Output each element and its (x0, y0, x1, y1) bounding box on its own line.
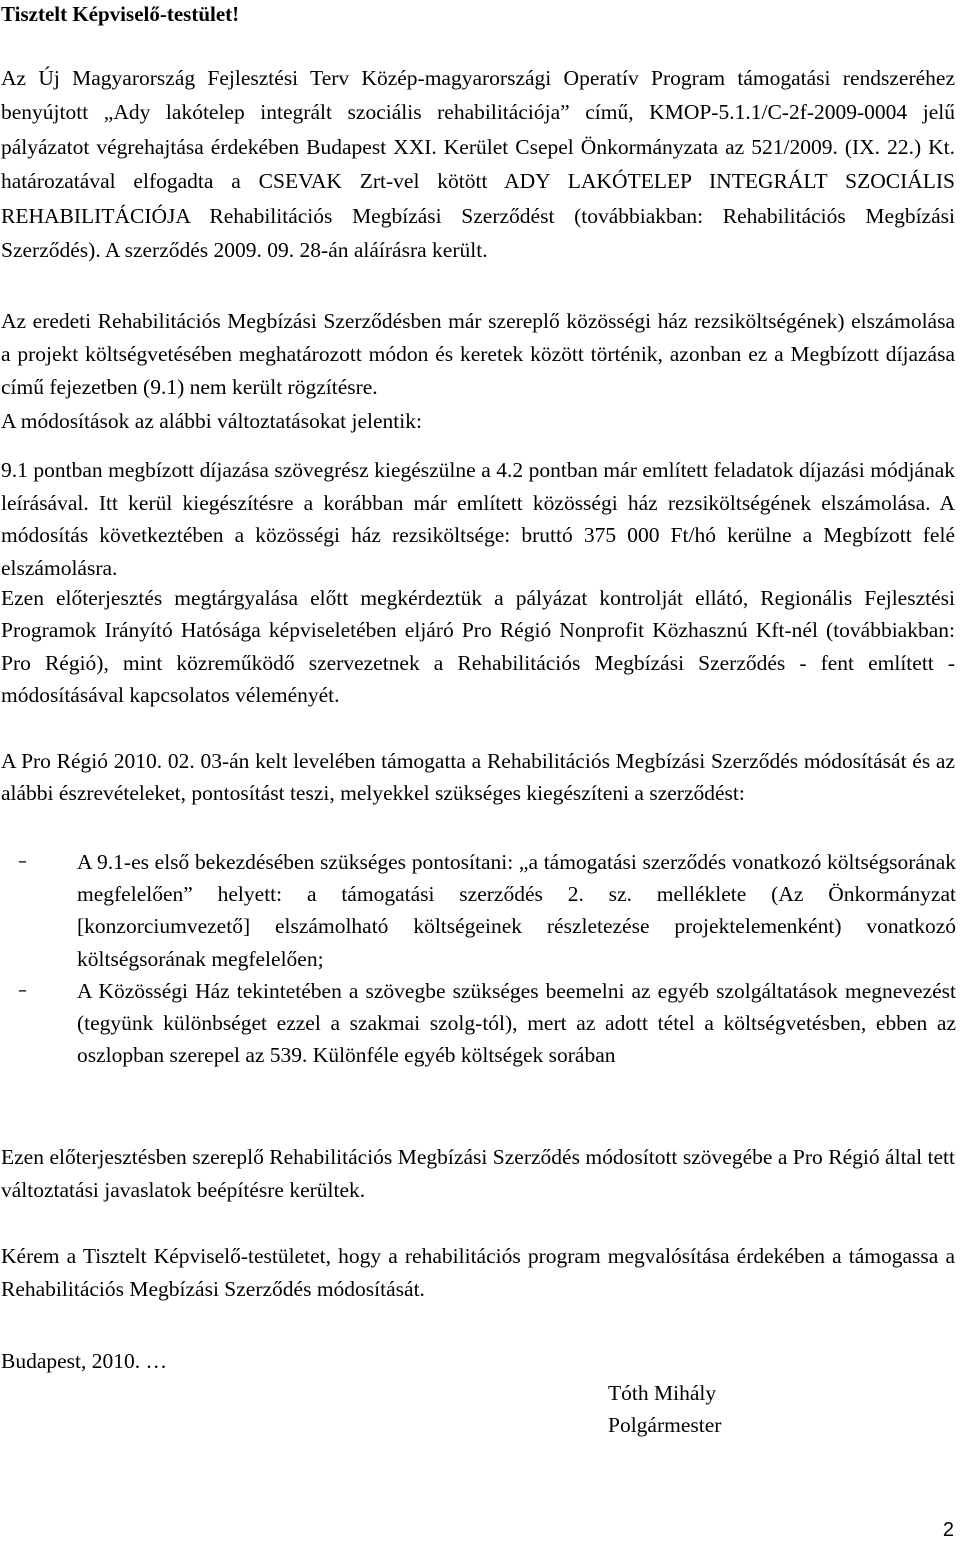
paragraph-modifications-intro: A módosítások az alábbi változtatásokat jelentik: (1, 409, 422, 433)
list-item-text: A 9.1-es első bekezdésében szükséges pontosítani: „a támogatási szerződés vonatkozó költségsorának megfelelően” helyett: a támogatási szerződés 2. sz. melléklete (Az Önkormányzat [konzorciumvezető] elszámolható költségeinek részletezése projektelemenként) vonatkozó költségsorának megfelelően; (77, 850, 956, 971)
paragraph-section-9-1: 9.1 pontban megbízott díjazása szövegrész kiegészülne a 4.2 pontban már említett feladatok díjazási módjának leírásával. Itt kerül kiegészítésre a korábban már említett közösségi ház rezsiköltségének elszámolása. A módosítás következtében a közösségi ház rezsiköltsége: bruttó 375 000 Ft/hó kerülne a Megbízott felé elszámolásra. (1, 458, 955, 581)
paragraph-intro: Az Új Magyarország Fejlesztési Terv Közép-magyarországi Operatív Program támogatási rendszeréhez benyújtott „Ady lakótelep integrált szociális rehabilitációja” című, KMOP-5.1.1/C-2f-2009-0004 jelű pályázatot végrehajtása érdekében Budapest XXI. Kerület Csepel Önkormányzata az 521/2009. (IX. 22.) Kt. határozatával elfogadta a CSEVAK Zrt-vel kötött ADY LAKÓTELEP INTEGRÁLT SZOCIÁLIS REHABILITÁCIÓJA Rehabilitációs Megbízási Szerződést (továbbiakban: Rehabilitációs Megbízási Szerződés). A szerződés 2009. 09. 28-án aláírásra került. (1, 66, 955, 263)
dash-bullet-icon: – (18, 979, 27, 1001)
remarks-list (0, 846, 956, 1071)
paragraph-pro-regio-letter: A Pro Régió 2010. 02. 03-án kelt levelében támogatta a Rehabilitációs Megbízási Szerződés módosítását és az alábbi észrevételeket, pontosítást teszi, melyekkel szükséges kiegészíteni a szerződést: (1, 749, 955, 806)
dash-bullet-icon: – (18, 851, 27, 872)
place-date-line: Budapest, 2010. … (1, 1349, 168, 1373)
list-item-text: A Közösségi Ház tekintetében a szövegbe szükséges beemelni az egyéb szolgáltatások megnevezést (tegyünk különbséget ezzel a szakmai szolg-tól), mert az adott tétel a költségvetésben, ebben az oszlopban szerepel az 539. Különféle egyéb költségek sorában (77, 978, 956, 1068)
page-number: 2 (942, 1519, 954, 1541)
signatory-name: Tóth Mihály (608, 1381, 717, 1405)
paragraph-request: Kérem a Tisztelt Képviselő-testületet, hogy a rehabilitációs program megvalósítása érdekében a támogassa a Rehabilitációs Megbízási Szerződés módosítását. (1, 1244, 955, 1301)
signatory-title: Polgármester (608, 1413, 722, 1437)
paragraph-incorporation: Ezen előterjesztésben szereplő Rehabilitációs Megbízási Szerződés módosított szövegébe a Pro Régió által tett változtatási javaslatok beépítésre kerültek. (1, 1145, 955, 1202)
list-item (0, 846, 956, 975)
salutation-heading: Tisztelt Képviselő-testület! (1, 2, 240, 26)
paragraph-original-contract: Az eredeti Rehabilitációs Megbízási Szerződésben már szereplő közösségi ház rezsiköltségének) elszámolása a projekt költségvetésében meghatározott módon és keretek között történik, azonban ez a Megbízott díjazása című fejezetben (9.1) nem került rögzítésre. (1, 309, 955, 399)
list-item (0, 975, 956, 1072)
paragraph-consultation: Ezen előterjesztés megtárgyalása előtt megkérdeztük a pályázat kontrolját ellátó, Regionális Fejlesztési Programok Irányító Hatósága képviseletében eljáró Pro Régió Nonprofit Közhasznú Kft-nél (továbbiakban: Pro Régió), mint közreműködő szervezetnek a Rehabilitációs Megbízási Szerződés - fent említett - módosításával kapcsolatos véleményét. (1, 586, 955, 707)
